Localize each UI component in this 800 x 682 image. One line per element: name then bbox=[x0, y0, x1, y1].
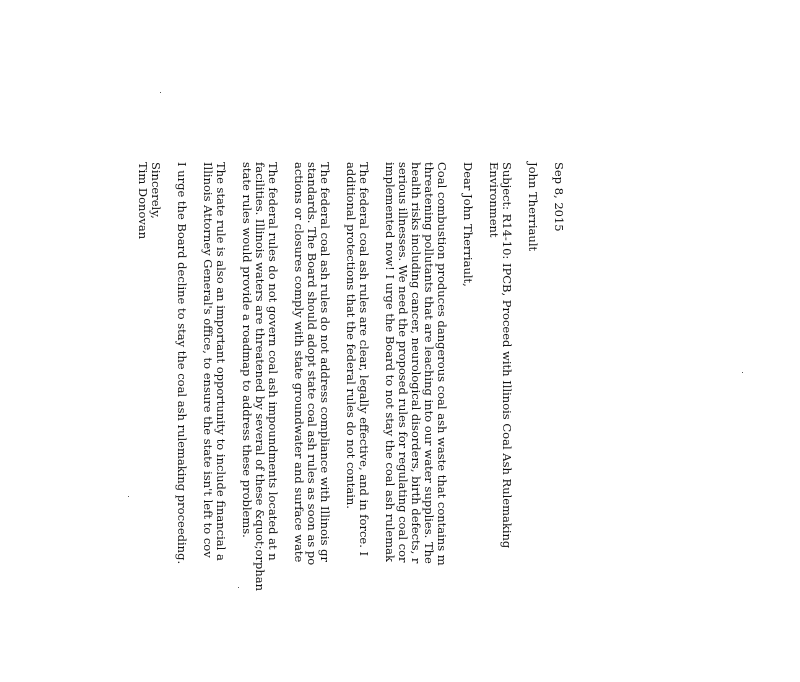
scan-speck bbox=[128, 496, 129, 497]
paragraph-line: actions or closures comply with state groundwater and surface wate bbox=[292, 162, 306, 563]
paragraph-line: The state rule is also an important opportunity to include financial a bbox=[214, 162, 228, 561]
paragraph-line: serious illnesses. We need the proposed rules for regulating coal cor bbox=[396, 162, 410, 563]
scan-speck bbox=[160, 92, 161, 93]
paragraph-line: Coal combustion produces dangerous coal ash waste that contains m bbox=[435, 162, 449, 566]
letter-recipient: John Therriault bbox=[526, 162, 540, 252]
paragraph-1 bbox=[383, 162, 448, 682]
letter-closing: Sincerely, bbox=[149, 162, 163, 219]
paragraph-line: implemented now! I urge the Board to not stay the coal ash rulemak bbox=[383, 162, 397, 562]
letter-signature: Tim Donovan bbox=[136, 162, 150, 240]
paragraph-4 bbox=[240, 162, 279, 682]
paragraph-6 bbox=[175, 162, 188, 682]
paragraph-line: Illinois Attorney General's office, to ensure the state isn't left to cov bbox=[201, 162, 215, 558]
paragraph-line: The federal coal ash rules do not address compliance with Illinois gr bbox=[318, 162, 332, 563]
scan-speck bbox=[238, 587, 239, 588]
paragraph-line: The federal coal ash rules are clear, legally effective, and in force. I bbox=[357, 162, 371, 557]
paragraph-line: I urge the Board decline to stay the coal ash rulemaking proceeding. bbox=[175, 162, 189, 565]
paragraph-5 bbox=[201, 162, 227, 682]
paragraph-line: facilities. Illinois waters are threatened by several of these &quot;orphan bbox=[253, 162, 267, 592]
letter-date: Sep 8, 2015 bbox=[552, 162, 566, 232]
paragraph-line: The federal rules do not govern coal ash impoundments located at n bbox=[266, 162, 280, 561]
scan-speck bbox=[742, 372, 743, 373]
letter-salutation: Dear John Therriault, bbox=[461, 162, 475, 287]
letter-subject-cont: Environment bbox=[487, 162, 501, 238]
letter-body bbox=[136, 162, 565, 682]
paragraph-3 bbox=[292, 162, 331, 682]
letter-subject: Subject: R14-10: IPCB, Proceed with Illinois Coal Ash Rulemaking bbox=[500, 162, 514, 549]
paragraph-line: state rules would provide a roadmap to address these problems. bbox=[240, 162, 254, 538]
paragraph-line: additional protections that the federal rules do not contain. bbox=[344, 162, 358, 509]
paragraph-2 bbox=[344, 162, 370, 682]
paragraph-line: standards. The Board should adopt state coal ash rules as soon as po bbox=[305, 162, 319, 566]
paragraph-line: health risks including cancer, neurological disorders, birth defects, r bbox=[409, 162, 423, 564]
paragraph-line: threatening pollutants that are leaching into our water supplies. The bbox=[422, 162, 436, 564]
